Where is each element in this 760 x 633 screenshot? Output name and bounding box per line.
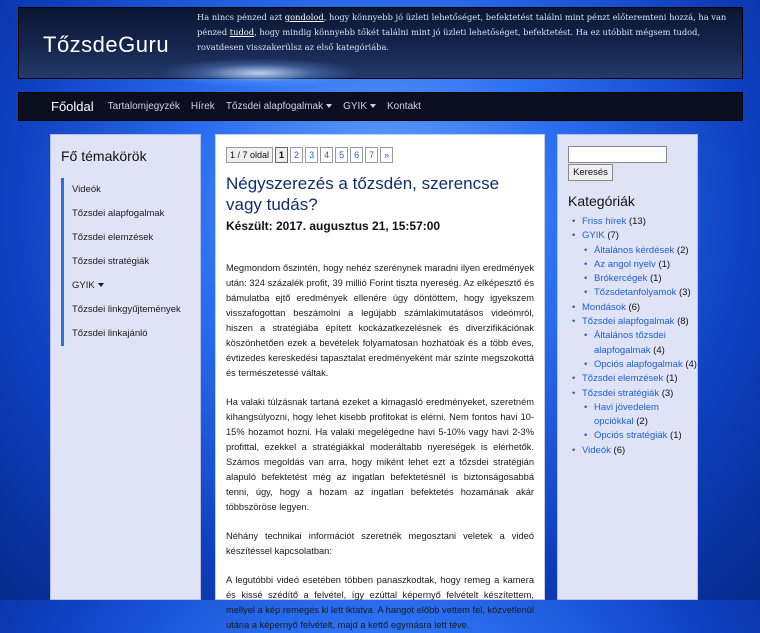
search-button[interactable]: Keresés <box>568 164 613 181</box>
topic-item-linkgyujtemenyek[interactable]: Tőzsdei linkgyűjtemények <box>72 304 181 315</box>
category-list <box>572 215 698 458</box>
left-sidebar <box>50 134 201 600</box>
topic-list <box>61 178 200 346</box>
main-nav <box>18 92 743 121</box>
site-tagline <box>197 10 742 55</box>
category-label[interactable]: Tőzsdei elemzések <box>582 373 664 385</box>
category-label[interactable]: Tőzsdetanfolyamok <box>594 287 677 299</box>
caret-down-icon <box>98 283 104 287</box>
caret-down-icon <box>370 104 376 108</box>
pagination-next[interactable]: » <box>380 147 393 163</box>
nav-alapfogalmak-label: Tőzsdei alapfogalmak <box>225 101 324 112</box>
subcategory-item[interactable] <box>584 258 698 272</box>
category-item[interactable] <box>572 301 698 315</box>
subcategory-item[interactable] <box>584 244 698 258</box>
category-count: (1) <box>670 430 682 442</box>
article-paragraph: Ha valaki túlzásnak tartaná ezeket a kimagasló eredményeket, szeretném kihangsúlyozni, hogy lehet kisebb profitokat is elérni. Nem fontos havi 10-15% hozamot hozni. Ha valaki megelégedne havi 5-10% vagy havi 2-3% profittal, ezekkel a stratégiákkal moderáltabb nyereségek is elérhetők. Számos megoldás van arra, hogy miként lehet ezt a tőzsdei stratégián alapuló befektetést még az ingatlan befektetésnél is biztonságosabbá tenni, úgy, hogy a hozam az ingatlan befektetés hozamának akár többszöröse legyen. <box>226 397 534 512</box>
category-label[interactable]: Opciós alapfogalmak <box>594 358 683 370</box>
category-label[interactable]: Mondások <box>582 301 626 313</box>
tagline-link-gondolod[interactable]: gondolod <box>284 12 324 22</box>
nav-hirek[interactable]: Hírek <box>190 101 215 112</box>
nav-alapfogalmak-dropdown[interactable] <box>226 101 332 112</box>
category-count: (6) <box>613 444 626 456</box>
left-sidebar-title: Fő témakörök <box>61 148 147 164</box>
category-label[interactable]: Általános tőzsdei alapfogalmak <box>594 330 666 356</box>
category-count: (4) <box>685 358 697 370</box>
category-label[interactable]: GYIK <box>582 230 605 242</box>
nav-tartalomjegyzek[interactable]: Tartalomjegyzék <box>107 101 180 112</box>
main-content <box>215 134 545 630</box>
category-item[interactable] <box>572 315 698 329</box>
nav-home[interactable]: Főoldal <box>51 99 94 114</box>
nav-gyik-dropdown[interactable] <box>343 101 376 112</box>
topic-item-strategiak[interactable]: Tőzsdei stratégiák <box>72 256 150 267</box>
category-count: (6) <box>628 301 641 313</box>
subcategory-item[interactable] <box>584 358 698 372</box>
category-count: (2) <box>676 244 689 256</box>
article-body <box>226 261 534 633</box>
category-count: (2) <box>636 416 648 428</box>
category-count: (8) <box>677 316 689 328</box>
category-label[interactable]: Általános kérdések <box>594 244 675 256</box>
category-count: (3) <box>661 387 674 399</box>
article-paragraph: Néhány technikai információt szeretnék megosztani veletek a videó készítéssel kapcsolatban: <box>226 531 534 556</box>
pagination-page[interactable]: 4 <box>320 147 333 163</box>
nav-kontakt[interactable]: Kontakt <box>387 101 421 112</box>
category-label[interactable]: Friss hírek <box>582 216 627 227</box>
topic-item-elemzesek[interactable]: Tőzsdei elemzések <box>72 232 154 243</box>
category-count: (1) <box>649 273 662 285</box>
header-glow <box>159 58 359 88</box>
article-title[interactable]: Négyszerezés a tőzsdén, szerencse vagy tudás? <box>226 174 500 214</box>
subcategory-item[interactable] <box>584 329 698 358</box>
category-item[interactable] <box>572 444 698 458</box>
category-label[interactable]: Tőzsdei alapfogalmak <box>582 316 675 328</box>
pagination <box>226 147 544 163</box>
subcategory-item[interactable] <box>584 286 698 300</box>
pagination-page[interactable]: 2 <box>290 147 303 163</box>
category-item[interactable] <box>572 372 698 386</box>
pagination-info: 1 / 7 oldal <box>226 147 273 163</box>
category-item[interactable] <box>572 215 698 229</box>
pagination-current: 1 <box>275 147 288 163</box>
subcategory-item[interactable] <box>584 429 698 443</box>
topic-item-gyik[interactable] <box>64 274 200 298</box>
categories-title: Kategóriák <box>568 193 635 209</box>
topic-item-gyik-label: GYIK <box>72 280 95 291</box>
site-logo[interactable]: TőzsdeGuru <box>43 32 170 57</box>
topic-item-linkajanlo[interactable]: Tőzsdei linkajánló <box>72 328 148 339</box>
pagination-page[interactable]: 7 <box>365 147 378 163</box>
category-label[interactable]: Opciós stratégiák <box>594 430 668 442</box>
pagination-page[interactable]: 6 <box>350 147 363 163</box>
article-date: Készült: 2017. augusztus 21, 15:57:00 <box>226 219 441 233</box>
tagline-text-3: , hogy mindig könnyebb tőkét találni mint jó üzleti lehetőséget, befektetést. Ha ez utóbbit mégsem tudod, rovatdesen visszakerülsz az első kategóriába. <box>197 27 701 52</box>
pagination-page[interactable]: 5 <box>335 147 348 163</box>
article-paragraph: Megmondom őszintén, hogy nehéz szerénynek maradni ilyen eredmények után: 324 százalék profit, 39 millió Forint tiszta nyereség. Az elképesztő és bámulatba ejtő eredmények ellenére úgy döntöttem, hogy igyekszem visszafogottan beszámolni a legújabb számlakimutatásos videómról, hiszen a stratégiába épített kockázatkezelésnek és diverzifikációnak köszönhetően ezek a bevételek folyamatosan hozhatóak és a több éves, évtizedes kereskedési tapasztalat eredményeként már szinte megszokottá és természetessé váltak. <box>226 263 534 378</box>
subcategory-item[interactable] <box>584 401 698 430</box>
topic-item-alapfogalmak[interactable]: Tőzsdei alapfogalmak <box>72 208 165 219</box>
category-item[interactable] <box>572 229 698 243</box>
category-label[interactable]: Havi jövedelem opciókkal <box>594 401 659 428</box>
category-count: (7) <box>607 230 619 242</box>
tagline-text-2: , hogy könnyebb jó üzleti lehetőséget, befektetést találni mint pénzt előteremteni hozzá, ha van pénzed <box>197 12 727 37</box>
caret-down-icon <box>326 104 332 108</box>
topic-item-videok[interactable]: Videók <box>72 184 101 195</box>
category-label[interactable]: Brókercégek <box>594 273 648 285</box>
nav-gyik-label: GYIK <box>343 101 367 112</box>
category-label[interactable]: Tőzsdei stratégiák <box>582 387 660 399</box>
category-label[interactable]: Videók <box>582 444 611 456</box>
search-input[interactable] <box>568 146 667 163</box>
tagline-link-tudod[interactable]: tudod <box>229 27 255 37</box>
category-count: (4) <box>653 344 665 356</box>
subcategory-item[interactable] <box>584 272 698 286</box>
category-item[interactable] <box>572 387 698 401</box>
category-count: (1) <box>658 258 671 270</box>
category-count: (3) <box>679 287 691 299</box>
pagination-page[interactable]: 3 <box>305 147 318 163</box>
site-header <box>18 7 743 79</box>
category-count: (1) <box>665 373 678 385</box>
category-label[interactable]: Az angol nyelv <box>594 258 656 270</box>
right-sidebar <box>557 134 698 600</box>
article-paragraph: A legutóbbi videó esetében többen panaszkodtak, hogy remeg a kamera és kissé szédítő a felvétel, így ezúttal képernyő felvételt készítettem, mellyel a kép remegés ki lett iktatva. A hangot előbb vettem fel, közvetlenül utána a képernyő felvételt, majd a kettő egymásra lett téve. <box>226 575 534 630</box>
category-count: (13) <box>628 216 646 227</box>
tagline-text-1: Ha nincs pénzed azt <box>197 12 285 22</box>
